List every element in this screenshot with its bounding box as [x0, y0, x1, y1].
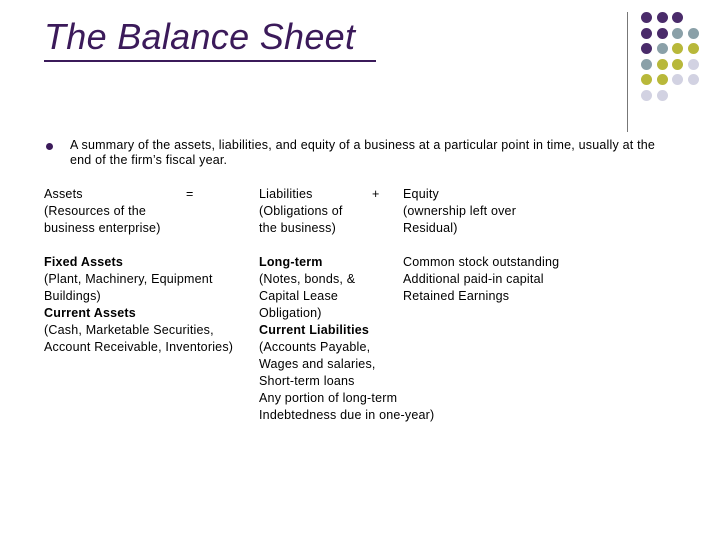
summary-text	[70, 138, 680, 168]
liabilities-detail-line: Wages and salaries,	[259, 357, 376, 371]
liabilities-detail-line: (Notes, bonds, &	[259, 272, 356, 286]
decorative-dot	[688, 74, 699, 85]
liabilities-detail-line: Any portion of long-term	[259, 391, 398, 405]
liabilities-detail-line: Capital Lease	[259, 289, 339, 303]
current-liabilities-heading: Current Liabilities	[259, 323, 370, 337]
decorative-dot	[641, 28, 652, 39]
decorative-dot	[657, 74, 668, 85]
assets-detail-line: (Cash, Marketable Securities,	[44, 323, 214, 337]
decorative-dot	[657, 59, 668, 70]
liabilities-desc-line: the business)	[259, 221, 336, 235]
equity-detail-line: Retained Earnings	[403, 289, 510, 303]
assets-detail	[44, 254, 233, 356]
decorative-dot	[672, 59, 683, 70]
long-term-heading: Long-term	[259, 255, 323, 269]
decorative-dot	[641, 12, 652, 23]
liabilities-detail-line: (Accounts Payable,	[259, 340, 371, 354]
equity-detail	[403, 254, 559, 305]
decorative-dot	[672, 43, 683, 54]
decorative-dot	[672, 12, 683, 23]
divider-line	[627, 12, 628, 132]
decorative-dot	[672, 74, 683, 85]
decorative-dot	[688, 28, 699, 39]
decorative-dot	[657, 90, 668, 101]
decorative-dot	[641, 90, 652, 101]
liabilities-detail-line: Short-term loans	[259, 374, 355, 388]
assets-detail-line: Account Receivable, Inventories)	[44, 340, 234, 354]
equity-desc-line: Residual)	[403, 221, 458, 235]
decorative-dot	[657, 43, 668, 54]
liabilities-desc-line: (Obligations of	[259, 204, 343, 218]
decorative-dot	[641, 74, 652, 85]
page-title: The Balance Sheet	[44, 16, 356, 57]
fixed-assets-heading: Fixed Assets	[44, 255, 124, 269]
equity-label: Equity	[403, 187, 439, 201]
liabilities-detail-line: Obligation)	[259, 306, 322, 320]
liabilities-label: Liabilities	[259, 187, 313, 201]
decorative-dot	[672, 28, 683, 39]
equity-header	[403, 186, 516, 237]
assets-desc-line: (Resources of the	[44, 204, 147, 218]
bullet-icon	[46, 143, 53, 150]
title-underline	[44, 60, 376, 62]
assets-detail-line: (Plant, Machinery, Equipment	[44, 272, 213, 286]
decorative-dot	[688, 43, 699, 54]
equals-sign: =	[186, 187, 194, 201]
plus-sign: +	[372, 187, 380, 201]
decorative-dot	[641, 43, 652, 54]
assets-label: Assets	[44, 187, 83, 201]
equity-detail-line: Additional paid-in capital	[403, 272, 544, 286]
liabilities-header	[259, 186, 343, 237]
equity-desc-line: (ownership left over	[403, 204, 517, 218]
liabilities-detail-line: Indebtedness due in one-year)	[259, 408, 435, 422]
decorative-dot	[688, 59, 699, 70]
decorative-dot	[657, 28, 668, 39]
current-assets-heading: Current Assets	[44, 306, 136, 320]
decorative-dot	[657, 12, 668, 23]
summary-line: A summary of the assets, liabilities, and equity of a business at a particular point in time, usually at the	[70, 138, 656, 152]
assets-detail-line: Buildings)	[44, 289, 101, 303]
equity-detail-line: Common stock outstanding	[403, 255, 560, 269]
summary-line: end of the firm’s fiscal year.	[70, 153, 228, 167]
assets-desc-line: business enterprise)	[44, 221, 161, 235]
assets-header	[44, 186, 161, 237]
decorative-dot	[641, 59, 652, 70]
